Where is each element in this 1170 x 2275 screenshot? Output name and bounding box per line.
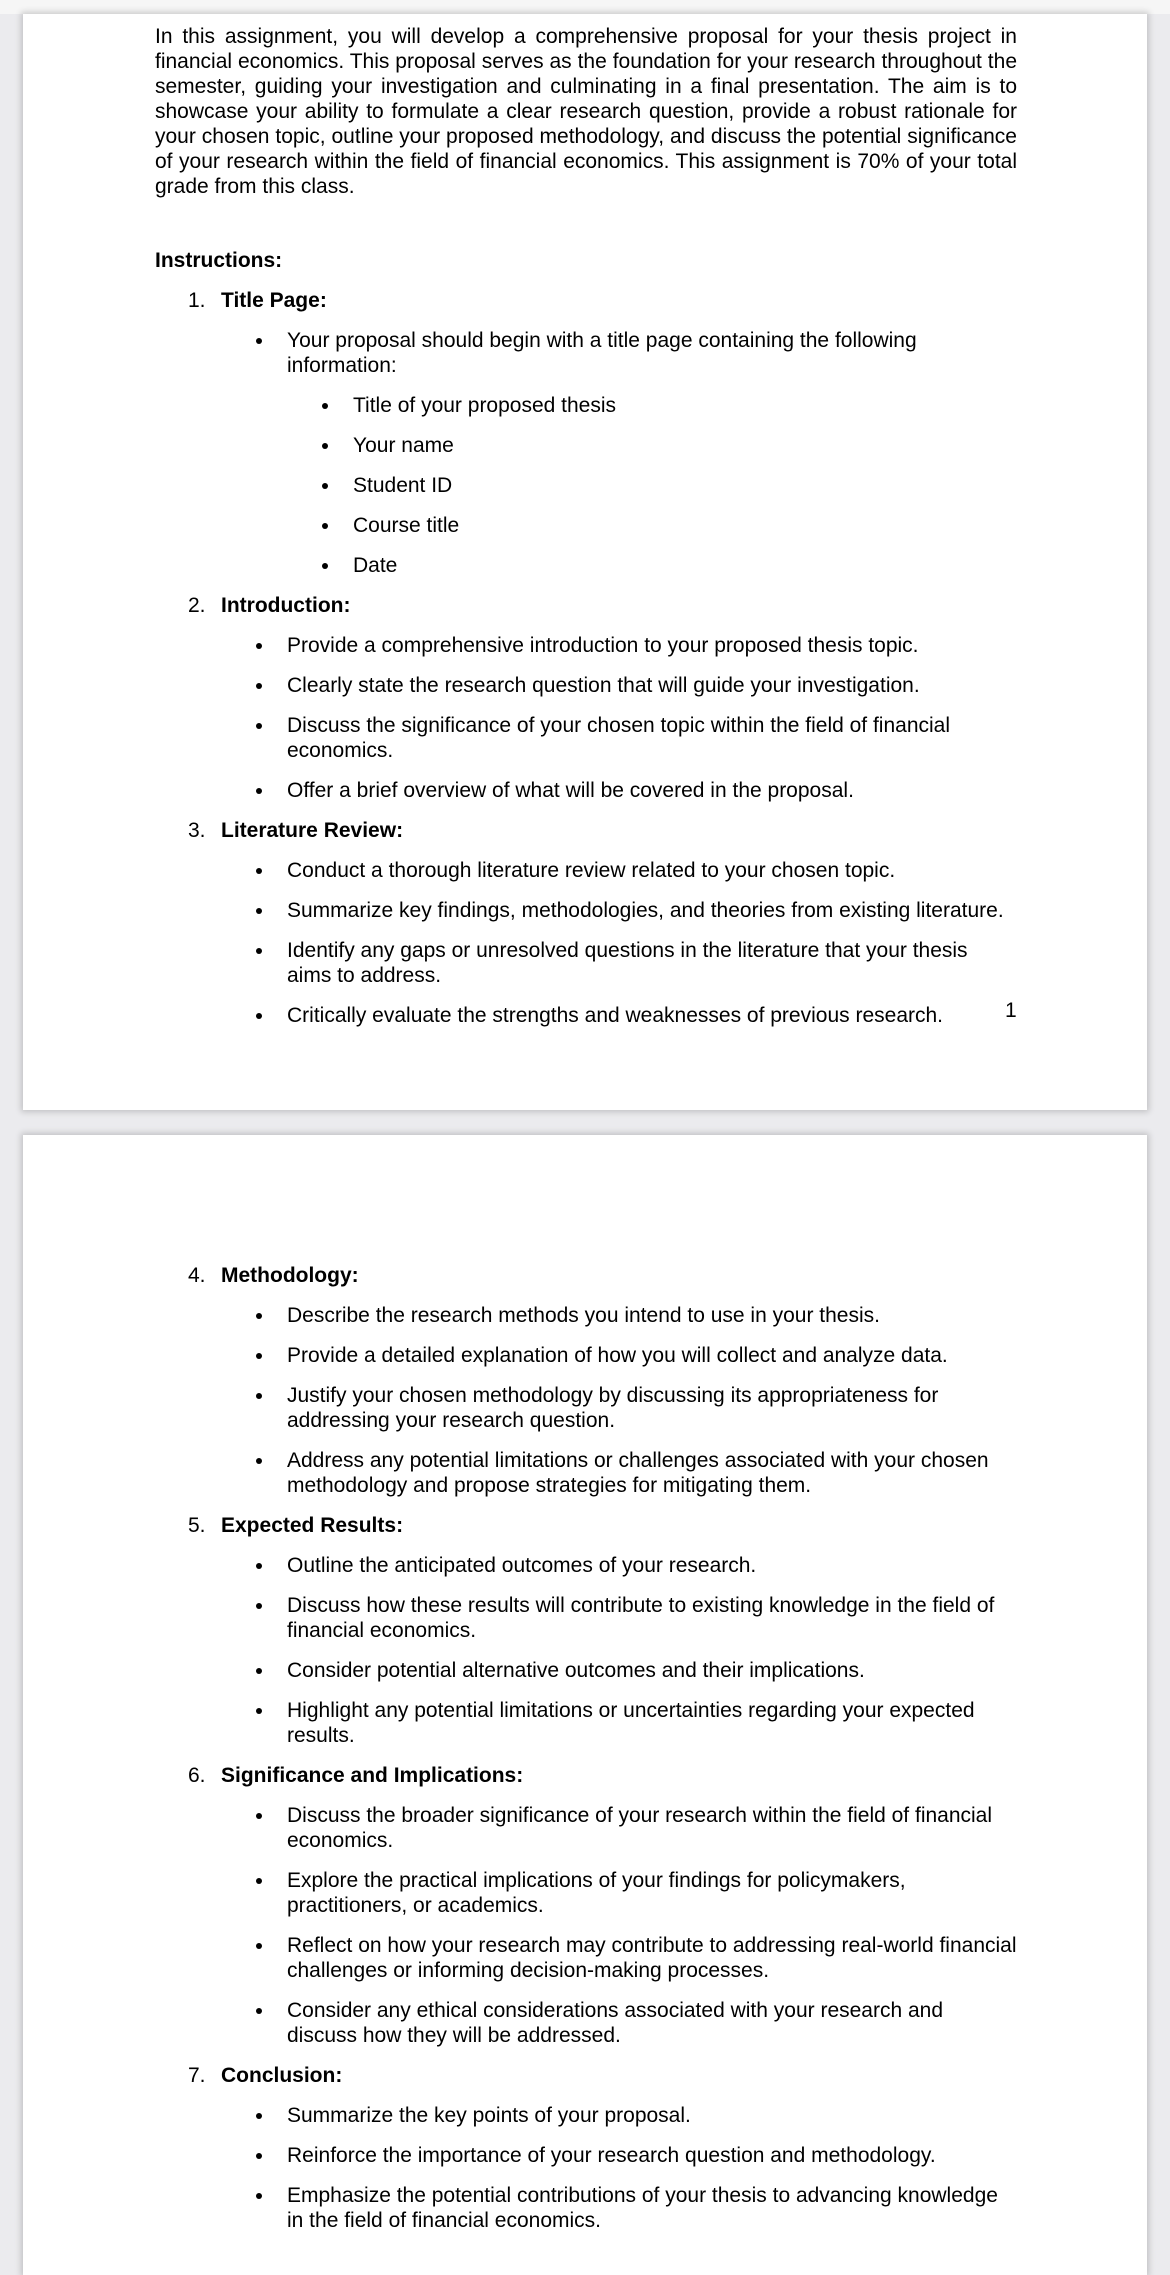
list-item [221,2103,1017,2128]
bullet-icon [322,563,328,569]
bullet-icon [256,1313,262,1319]
bullet-text: Summarize the key points of your proposal. [287,2104,691,2127]
bullet-text: Emphasize the potential contributions of your thesis to advancing knowledge in the field of financial economics. [287,2184,998,2232]
list-item [221,1998,1017,2048]
list-item [221,1593,1017,1643]
sub-bullet-list [287,393,1017,578]
list-item [221,1003,1017,1028]
bullet-text: Reinforce the importance of your research question and methodology. [287,2144,936,2167]
bullet-icon [256,1668,262,1674]
bullet-list [221,633,1017,803]
list-item [221,1303,1017,1328]
instructions-list [155,288,1017,1028]
list-item [221,673,1017,698]
list-item [287,553,1017,578]
list-item [287,433,1017,458]
bullet-text: Consider potential alternative outcomes and their implications. [287,1659,865,1682]
bullet-icon [322,443,328,449]
sub-bullet-text: Student ID [353,474,453,497]
bullet-icon [256,1393,262,1399]
bullet-text: Critically evaluate the strengths and weaknesses of previous research. [287,1004,944,1027]
bullet-icon [256,1563,262,1569]
step-item [155,288,1017,578]
bullet-icon [256,788,262,794]
bullet-list [221,1803,1017,2048]
step-title: Conclusion: [221,2064,343,2087]
bullet-text: Offer a brief overview of what will be covered in the proposal. [287,779,854,802]
bullet-text: Reflect on how your research may contribute to addressing real-world financial challenges or informing decision-making processes. [287,1934,1017,1982]
list-item [221,1553,1017,1578]
step-number: 5. [188,1514,206,1537]
bullet-icon [256,1603,262,1609]
step-item [155,593,1017,803]
bullet-icon [256,1353,262,1359]
bullet-text: Summarize key findings, methodologies, and theories from existing literature. [287,899,1004,922]
list-item [221,1698,1017,1748]
bullet-text: Provide a detailed explanation of how you will collect and analyze data. [287,1344,948,1367]
document-page-1 [23,14,1147,1110]
bullet-text: Conduct a thorough literature review related to your chosen topic. [287,859,896,882]
step-title: Methodology: [221,1264,359,1287]
bullet-icon [256,2193,262,2199]
step-number: 6. [188,1764,206,1787]
bullet-text: Describe the research methods you intend to use in your thesis. [287,1304,880,1327]
bullet-text: Address any potential limitations or challenges associated with your chosen methodology and propose strategies for mitigating them. [287,1449,989,1497]
list-item [221,858,1017,883]
list-item [221,1383,1017,1433]
bullet-text: Highlight any potential limitations or uncertainties regarding your expected results. [287,1699,975,1747]
bullet-list [221,1553,1017,1748]
step-item [155,2063,1017,2233]
step-number: 2. [188,594,206,617]
step-item [155,1513,1017,1748]
bullet-text: Justify your chosen methodology by discussing its appropriateness for addressing your research question. [287,1384,939,1432]
viewer-top-strip [0,0,1170,14]
bullet-icon [256,338,262,344]
bullet-icon [256,948,262,954]
list-item [221,713,1017,763]
bullet-icon [256,1458,262,1464]
bullet-text: Discuss the significance of your chosen topic within the field of financial economics. [287,714,951,762]
list-item [221,1803,1017,1853]
bullet-text: Outline the anticipated outcomes of your research. [287,1554,757,1577]
page-content [155,24,1017,1043]
bullet-text: Provide a comprehensive introduction to your proposed thesis topic. [287,634,919,657]
list-item [221,1868,1017,1918]
bullet-icon [256,1013,262,1019]
sub-bullet-text: Date [353,554,398,577]
sub-bullet-text: Course title [353,514,460,537]
bullet-list [221,1303,1017,1498]
bullet-icon [256,683,262,689]
step-title: Title Page: [221,289,327,312]
step-title: Introduction: [221,594,351,617]
bullet-icon [256,1878,262,1884]
bullet-text: Clearly state the research question that will guide your investigation. [287,674,920,697]
step-title: Expected Results: [221,1514,404,1537]
bullet-icon [256,1708,262,1714]
list-item [287,393,1017,418]
list-item [221,898,1017,923]
instructions-list-continued [155,1263,1017,2233]
instructions-heading: Instructions: [155,249,283,272]
step-item [155,1763,1017,2048]
sub-bullet-text: Your name [353,434,454,457]
bullet-text: Discuss the broader significance of your research within the field of financial economics. [287,1804,993,1852]
list-item [221,938,1017,988]
bullet-text: Explore the practical implications of your findings for policymakers, practitioners, or academics. [287,1869,906,1917]
list-item [221,1658,1017,1683]
document-page-2 [23,1135,1147,2275]
list-item [221,633,1017,658]
bullet-icon [256,1813,262,1819]
step-number: 3. [188,819,206,842]
list-item [287,513,1017,538]
bullet-list [221,858,1017,1028]
bullet-icon [256,908,262,914]
bullet-icon [256,868,262,874]
bullet-icon [256,1943,262,1949]
list-item [221,1343,1017,1368]
step-number: 4. [188,1264,206,1287]
step-number: 7. [188,2064,206,2087]
bullet-text: Your proposal should begin with a title page containing the following information: [287,329,917,377]
step-title: Literature Review: [221,819,404,842]
step-number: 1. [188,289,206,312]
sub-bullet-text: Title of your proposed thesis [353,394,617,417]
step-item [155,1263,1017,1498]
bullet-list [221,2103,1017,2233]
page-number: 1 [1005,999,1017,1022]
intro-paragraph: In this assignment, you will develop a comprehensive proposal for your thesis project in financial economics. This proposal serves as the foundation for your research throughout the semester, guiding your investigation and culminating in a final presentation. The aim is to showcase your ability to formulate a clear research question, provide a robust rationale for your chosen topic, outline your proposed methodology, and discuss the potential significance of your research within the field of financial economics. This assignment is 70% of your total grade from this class. [155,25,1017,198]
page-content [155,1263,1017,2248]
step-title: Significance and Implications: [221,1764,524,1787]
bullet-text: Consider any ethical considerations associated with your research and discuss how they will be addressed. [287,1999,944,2047]
bullet-icon [256,723,262,729]
bullet-list [221,328,1017,578]
list-item [221,2143,1017,2168]
list-item [221,1933,1017,1983]
bullet-icon [322,403,328,409]
bullet-text: Identify any gaps or unresolved questions in the literature that your thesis aims to address. [287,939,968,987]
list-item [221,328,1017,578]
bullet-icon [256,2113,262,2119]
list-item [221,778,1017,803]
bullet-icon [256,2153,262,2159]
bullet-icon [322,523,328,529]
list-item [221,1448,1017,1498]
bullet-icon [256,2008,262,2014]
list-item [287,473,1017,498]
list-item [221,2183,1017,2233]
bullet-text: Discuss how these results will contribute to existing knowledge in the field of financial economics. [287,1594,995,1642]
step-item [155,818,1017,1028]
bullet-icon [256,643,262,649]
bullet-icon [322,483,328,489]
